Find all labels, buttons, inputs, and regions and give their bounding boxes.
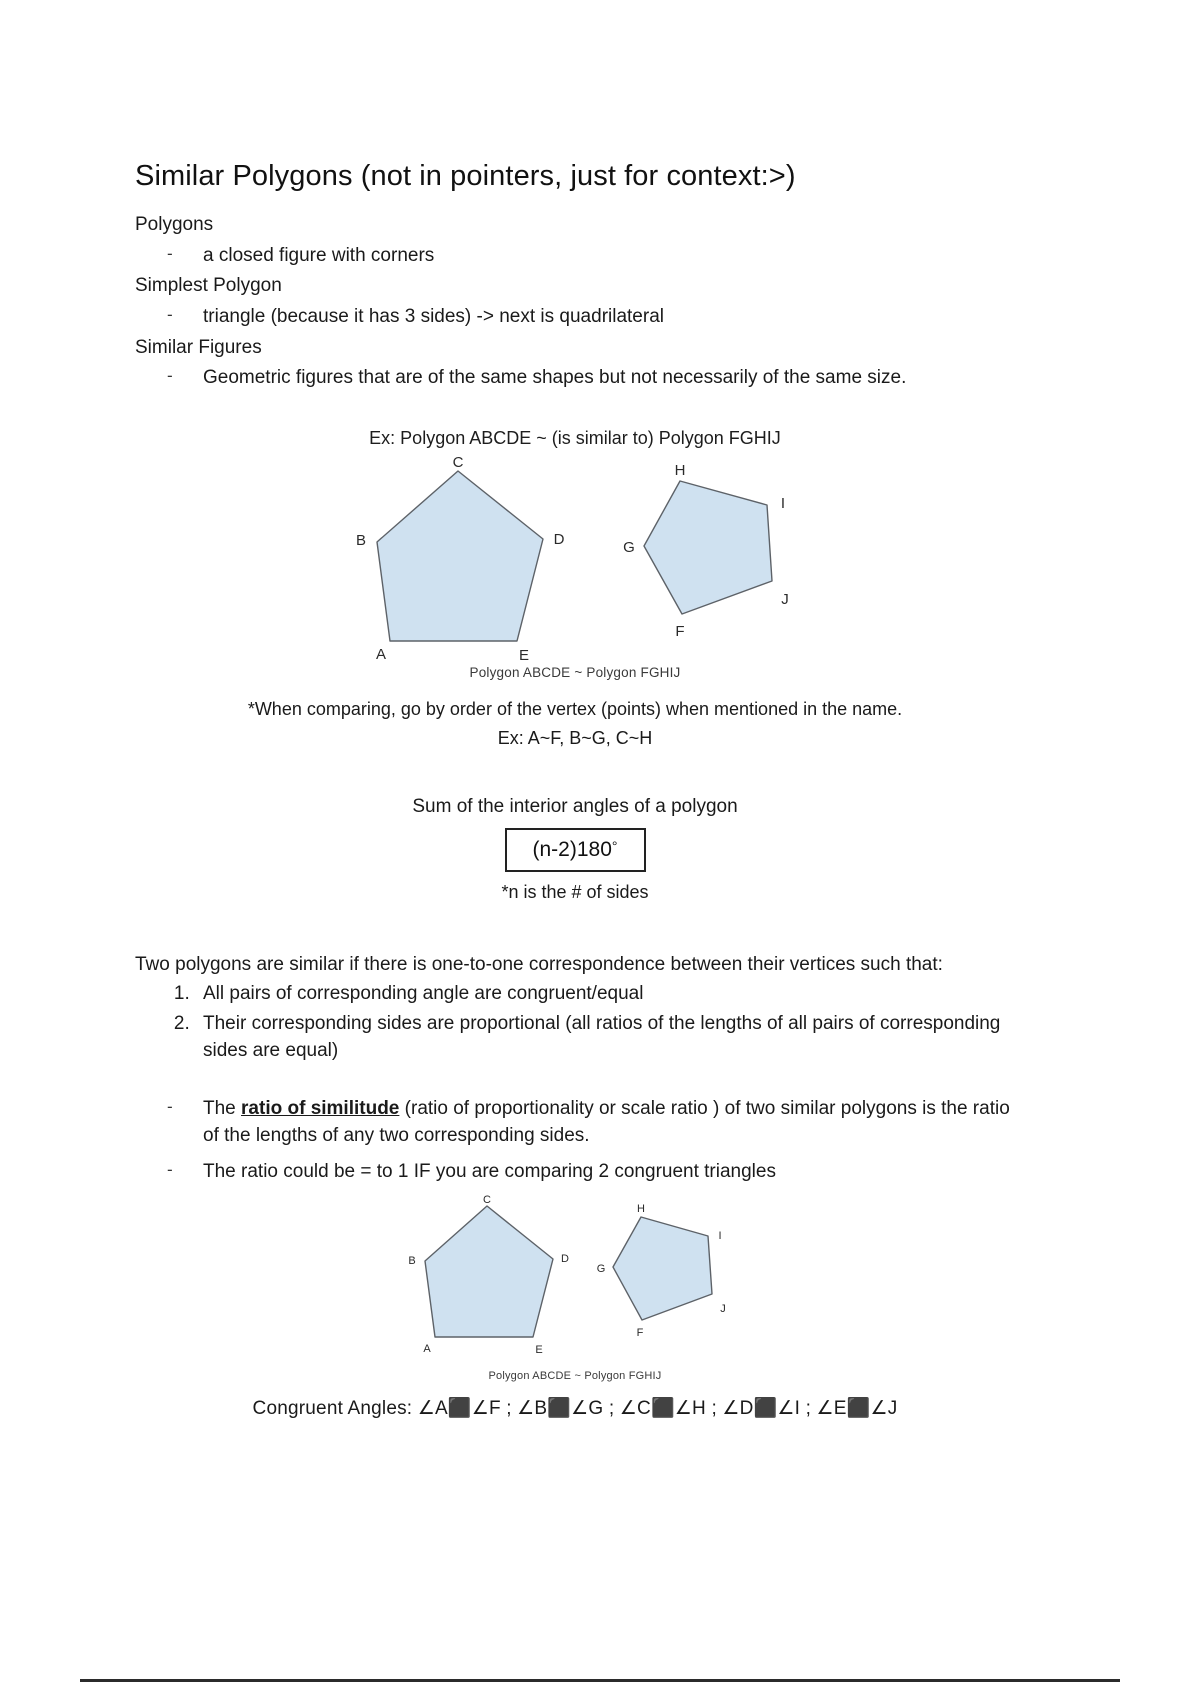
list-item (167, 242, 1015, 270)
pentagon-fghij-shape (644, 481, 772, 614)
bullet-list-polygons (135, 242, 1015, 270)
note-vertex-order-example: Ex: A~F, B~G, C~H (497, 727, 653, 748)
list-item (167, 303, 1015, 331)
vertex-label-b: B (355, 531, 367, 549)
bullet-text-prefix: The (203, 1097, 242, 1119)
dash-bullet-icon: - (167, 1160, 173, 1179)
term-ratio-of-similitude: ratio of similitude (241, 1097, 400, 1119)
formula-container (135, 828, 1015, 872)
vertex-label-g: G (596, 1262, 606, 1275)
vertex-label-i: I (718, 1229, 722, 1242)
pentagons-svg-small (135, 1193, 1015, 1364)
list-item: 1. All pairs of corresponding angle are congruent/equal (195, 980, 1015, 1008)
example-similarity-statement: Ex: Polygon ABCDE ~ (is similar to) Polygon FGHIJ (369, 427, 781, 448)
section-heading-polygons: Polygons (135, 214, 214, 236)
degree-symbol: ° (611, 837, 618, 854)
figure-2-caption: Polygon ABCDE ~ Polygon FGHIJ (488, 1369, 662, 1382)
vertex-label-a: A (423, 1342, 431, 1355)
vertex-label-d: D (553, 530, 565, 548)
vertex-label-f: F (636, 1326, 644, 1339)
dash-bullet-icon: - (167, 304, 173, 324)
vertex-label-h: H (637, 1202, 645, 1215)
ratio-of-similitude-list (135, 1095, 1015, 1186)
vertex-label-i: I (780, 494, 786, 512)
page-bottom-rule (80, 1679, 1120, 1682)
formula-expression: (n-2)180 (532, 837, 612, 861)
bullet-list-simplest-polygon (135, 303, 1015, 331)
bullet-text-suffix: (ratio of proportionality or scale ratio ) of two similar polygons is the ratio of the lengths of any two corresponding sides. (203, 1097, 1010, 1147)
vertex-label-e: E (518, 646, 530, 664)
list-item: 2. Their corresponding sides are proportional (all ratios of the lengths of all pairs of corresponding sides are equal) (195, 1010, 1015, 1065)
vertex-label-e: E (535, 1343, 543, 1356)
bullet-list-similar-figures (135, 364, 1015, 392)
dash-bullet-icon: - (167, 243, 173, 263)
bullet-text: a closed figure with corners (203, 244, 435, 266)
section-heading-simplest-polygon: Simplest Polygon (135, 275, 282, 297)
bullet-text: triangle (because it has 3 sides) -> next is quadrilateral (203, 305, 664, 327)
vertex-label-h: H (674, 461, 686, 479)
vertex-label-c: C (452, 453, 464, 471)
pentagon-abcde-shape (377, 471, 543, 641)
figure-1-caption: Polygon ABCDE ~ Polygon FGHIJ (469, 664, 681, 680)
document-content (135, 160, 1015, 1420)
bullet-text: Geometric figures that are of the same shapes but not necessarily of the same size. (203, 367, 907, 389)
formula-heading: Sum of the interior angles of a polygon (412, 795, 738, 817)
figure-1-canvas (135, 453, 1015, 664)
figure-similar-pentagons-large (135, 453, 1015, 680)
list-item (167, 1158, 1015, 1186)
vertex-label-f: F (675, 622, 685, 640)
interior-angle-sum-formula-box (505, 828, 646, 872)
figure-similar-pentagons-small (135, 1193, 1015, 1382)
page-title: Similar Polygons (not in pointers, just for context:>) (135, 160, 796, 192)
vertex-label-g: G (623, 538, 635, 556)
similarity-definition-intro: Two polygons are similar if there is one-to-one correspondence between their vertices such that: (135, 953, 943, 975)
vertex-label-b: B (408, 1254, 416, 1267)
dash-bullet-icon: - (167, 366, 173, 386)
pentagon-fghij-shape (613, 1217, 712, 1320)
section-heading-similar-figures: Similar Figures (135, 336, 262, 358)
pentagons-svg-large (135, 453, 1015, 669)
vertex-label-j: J (781, 590, 789, 608)
dash-bullet-icon: - (167, 1096, 173, 1116)
similarity-conditions-list (135, 980, 1015, 1065)
formula-footnote: *n is the # of sides (501, 881, 649, 902)
figure-2-canvas (135, 1193, 1015, 1364)
list-item (167, 364, 1015, 392)
vertex-label-j: J (720, 1302, 726, 1315)
note-vertex-order: *When comparing, go by order of the vertex (points) when mentioned in the name. (247, 698, 903, 719)
congruent-angles-statement: Congruent Angles: ∠A⬛∠F ; ∠B⬛∠G ; ∠C⬛∠H ; ∠D⬛∠I ; ∠E⬛∠J (252, 1397, 898, 1419)
vertex-label-d: D (561, 1252, 569, 1265)
list-item (167, 1095, 1015, 1150)
vertex-label-c: C (483, 1193, 491, 1206)
bullet-text: The ratio could be = to 1 IF you are comparing 2 congruent triangles (203, 1161, 776, 1182)
vertex-label-a: A (375, 645, 387, 663)
pentagon-abcde-shape (425, 1206, 553, 1337)
